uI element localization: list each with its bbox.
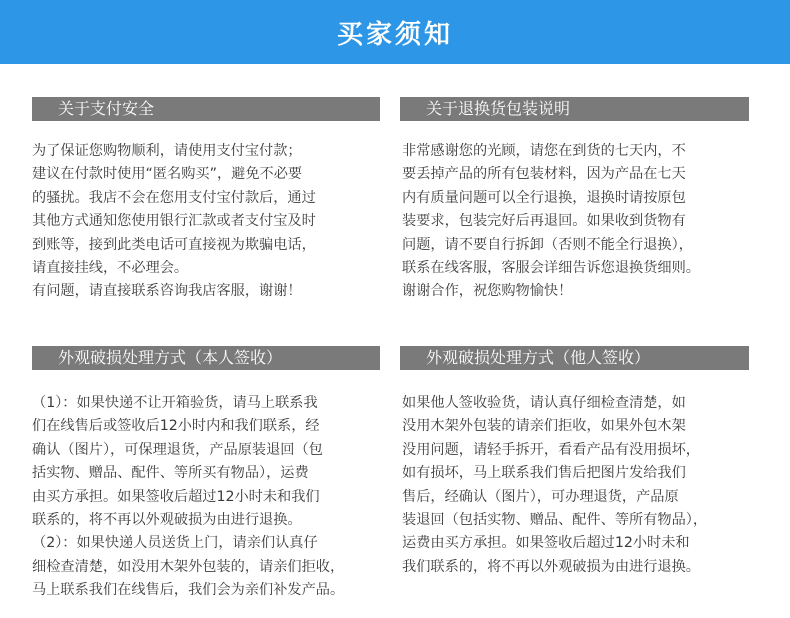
header-banner <box>0 0 790 64</box>
text-line: 到账等，接到此类电话可直接视为欺骗电话， <box>32 236 316 253</box>
text-line: 建议在付款时使用“匿名购买”，避免不必要 <box>32 166 303 183</box>
text-line: 其他方式通知您使用银行汇款或者支付宝及时 <box>32 213 316 230</box>
text-line: 请直接挂线，不必理会。 <box>32 260 189 277</box>
text-line: 括实物、赠品、配件、等所买有物品），运费 <box>32 465 309 482</box>
text-line: 售后，经确认（图片），可办理退货，产品原 <box>402 488 679 505</box>
text-line: 我们联系的，将不再以外观破损为由进行退换。 <box>402 558 700 575</box>
text-line: 问题，请不要自行拆卸（否则不能全行退换）， <box>402 236 693 253</box>
text-line: 的骚扰。我店不会在您用支付宝付款后，通过 <box>32 189 316 206</box>
text-line: 如有损坏，马上联系我们售后把图片发给我们 <box>402 465 686 482</box>
text-line: 要丢掉产品的所有包装材料，因为产品在七天 <box>402 166 686 183</box>
text-line: 没用木架外包装的请亲们拒收，如果外包木架 <box>402 418 686 435</box>
text-line: 由买方承担。如果签收后超过12小时未和我们 <box>32 488 320 505</box>
text-line: 装要求，包装完好后再退回。如果收到货物有 <box>402 213 686 230</box>
text-line: 如果他人签收验货，请认真仔细检查清楚，如 <box>402 395 686 411</box>
page-title: 买家须知 <box>336 19 453 50</box>
text-line: 没用问题，请轻手拆开，看看产品有没用损坏， <box>402 441 700 458</box>
text-line: （2）：如果快递人员送货上门，请亲们认真仔 <box>32 535 318 552</box>
section-heading-payment-security: 关于支付安全 <box>32 97 380 121</box>
text-line: 马上联系我们在线售后，我们会为亲们补发产品。 <box>32 582 345 599</box>
text-line: 内有质量问题可以全行退换，退换时请按原包 <box>402 189 686 206</box>
text-line: 运费由买方承担。如果签收后超过12小时未和 <box>402 535 690 552</box>
section-heading-damage-self-signed: 外观破损处理方式（本人签收） <box>32 346 380 370</box>
section-body-damage-other-signed <box>402 392 707 579</box>
section-heading-damage-other-signed: 外观破损处理方式（他人签收） <box>400 346 749 370</box>
text-line: 谢谢合作，祝您购物愉快！ <box>402 283 573 300</box>
text-line: 装退回（包括实物、赠品、配件、等所有物品）， <box>402 512 708 529</box>
section-body-return-packaging <box>402 140 700 304</box>
section-heading-return-packaging: 关于退换货包装说明 <box>400 97 749 121</box>
text-line: 联系在线客服，客服会详细告诉您退换货细则。 <box>402 260 700 277</box>
text-line: 非常感谢您的光顾，请您在到货的七天内，不 <box>402 143 686 159</box>
text-line: 联系的，将不再以外观破损为由进行退换。 <box>32 512 302 529</box>
text-line: （1）：如果快递不让开箱验货，请马上联系我 <box>32 395 318 411</box>
section-body-damage-self-signed <box>32 392 344 603</box>
text-line: 为了保证您购物顺利，请使用支付宝付款； <box>32 143 302 159</box>
text-line: 细检查清楚，如没用木架外包装的，请亲们拒收， <box>32 558 345 575</box>
section-body-payment-security <box>32 140 316 304</box>
text-line: 确认（图片），可保理退货，产品原装退回（包 <box>32 441 323 458</box>
text-line: 们在线售后或签收后12小时内和我们联系，经 <box>32 418 320 435</box>
text-line: 有问题，请直接联系咨询我店客服，谢谢！ <box>32 283 302 300</box>
